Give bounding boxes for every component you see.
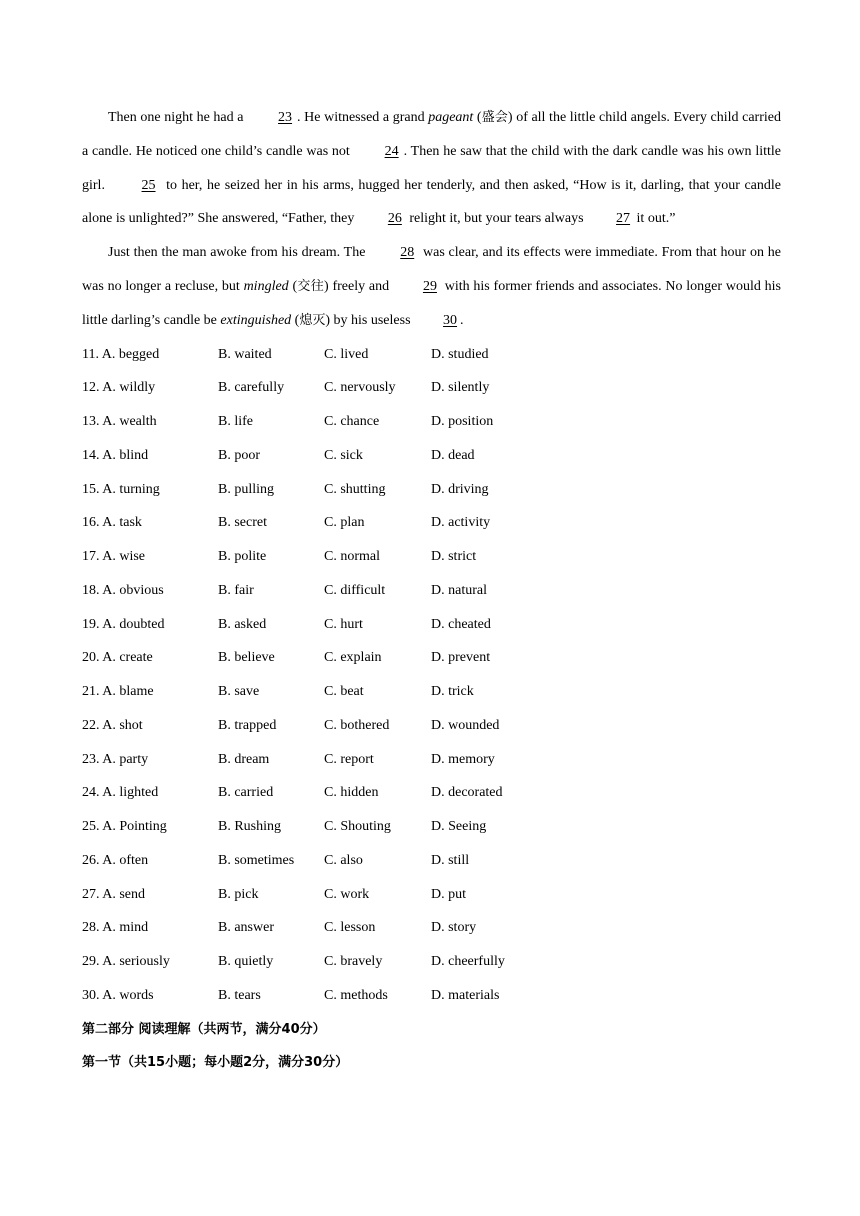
blank-23: 23 — [278, 110, 293, 125]
option-d: D. position — [431, 414, 494, 430]
option-b: B. polite — [218, 549, 267, 565]
option-d: D. silently — [431, 380, 490, 396]
passage-text: ) freely and — [324, 278, 393, 294]
option-d: D. still — [431, 852, 470, 868]
option-c: C. Shouting — [324, 819, 391, 835]
option-a: 30. A. words — [82, 987, 154, 1003]
passage-text: . — [460, 312, 464, 328]
option-row — [82, 945, 781, 979]
option-d: D. activity — [431, 515, 491, 531]
option-b: B. dream — [218, 751, 270, 767]
option-row — [82, 574, 781, 608]
option-a: 28. A. mind — [82, 920, 149, 936]
part2-heading: 第二部分 阅读理解（共两节，满分40分） — [82, 1021, 326, 1037]
chinese-gloss: 交往 — [297, 278, 325, 294]
passage-text: ( — [291, 312, 300, 328]
option-c: C. shutting — [324, 481, 386, 497]
blank-30: 30 — [443, 312, 458, 328]
option-row — [82, 878, 781, 912]
option-c: C. bothered — [324, 717, 390, 733]
option-a: 12. A. wildly — [82, 380, 156, 396]
option-a: 29. A. seriously — [82, 954, 170, 970]
section1-heading: 第一节（共15小题；每小题2分，满分30分） — [82, 1055, 349, 1071]
option-b: B. save — [218, 684, 260, 700]
option-b: B. pick — [218, 886, 259, 902]
italic-term: pageant — [428, 110, 474, 125]
option-row — [82, 540, 781, 574]
option-a: 27. A. send — [82, 886, 145, 902]
option-d: D. cheerfully — [431, 954, 505, 970]
option-a: 20. A. create — [82, 650, 153, 666]
option-a: 25. A. Pointing — [82, 819, 167, 835]
option-b: B. Rushing — [218, 819, 282, 835]
option-c: C. normal — [324, 549, 380, 565]
option-b: B. carried — [218, 785, 274, 801]
option-d: D. memory — [431, 751, 495, 767]
passage-text: . Then he saw that the child with the dark candle was his own little girl. — [82, 143, 782, 193]
passage-text: ( — [288, 278, 298, 294]
option-a: 24. A. lighted — [82, 785, 159, 801]
option-a: 23. A. party — [82, 751, 149, 767]
passage-text: ) by his useless — [325, 312, 415, 328]
option-d: D. dead — [431, 447, 475, 463]
option-row — [82, 371, 781, 405]
option-row — [82, 439, 781, 473]
option-row — [82, 979, 781, 1013]
option-b: B. trapped — [218, 717, 277, 733]
option-a: 17. A. wise — [82, 549, 145, 565]
italic-term: extinguished — [220, 312, 292, 328]
option-b: B. waited — [218, 346, 272, 362]
passage-text: to her, he seized her in his arms, hugged her tenderly, and then asked, “How is it, darling, that your candle alone is unlighted?” She answered, “Father, they — [82, 177, 781, 227]
option-c: C. lived — [324, 346, 369, 362]
passage-text: with his former friends and associates. No longer would his little darling’s candle be — [82, 278, 781, 328]
option-a: 22. A. shot — [82, 717, 143, 733]
option-c: C. hurt — [324, 616, 363, 632]
options-list — [82, 338, 781, 1013]
blank-25: 25 — [141, 177, 156, 193]
option-c: C. hidden — [324, 785, 379, 801]
option-b: B. quietly — [218, 954, 274, 970]
passage-text: was clear, and its effects were immediate. From that hour on he was no longer a recluse, but — [82, 245, 781, 294]
option-c: C. sick — [324, 447, 363, 463]
chinese-gloss: 盛会 — [481, 110, 508, 125]
option-d: D. prevent — [431, 650, 491, 666]
option-a: 16. A. task — [82, 515, 142, 531]
option-d: D. wounded — [431, 717, 500, 733]
passage-text: Just then the man awoke from his dream. The — [108, 245, 370, 261]
option-c: C. beat — [324, 684, 364, 700]
passage-paragraph-2 — [82, 236, 781, 337]
blank-29: 29 — [422, 278, 437, 294]
option-a: 13. A. wealth — [82, 414, 157, 430]
option-b: B. pulling — [218, 481, 275, 497]
option-a: 14. A. blind — [82, 447, 149, 463]
passage-text: relight it, but your tears always — [405, 211, 588, 227]
option-row — [82, 911, 781, 945]
option-c: C. plan — [324, 515, 365, 531]
option-row — [82, 844, 781, 878]
option-b: B. carefully — [218, 380, 285, 396]
option-c: C. methods — [324, 987, 388, 1003]
option-a: 21. A. blame — [82, 684, 154, 700]
option-b: B. poor — [218, 447, 260, 463]
option-row — [82, 810, 781, 844]
option-a: 11. A. begged — [82, 346, 160, 362]
option-b: B. sometimes — [218, 852, 295, 868]
option-row — [82, 506, 781, 540]
option-b: B. fair — [218, 582, 254, 598]
option-b: B. tears — [218, 987, 261, 1003]
passage-text: . He witnessed a grand — [297, 110, 429, 125]
option-a: 26. A. often — [82, 852, 149, 868]
option-row — [82, 776, 781, 810]
option-row — [82, 473, 781, 507]
option-row — [82, 641, 781, 675]
option-d: D. strict — [431, 549, 477, 565]
option-b: B. asked — [218, 616, 267, 632]
option-a: 18. A. obvious — [82, 582, 164, 598]
option-d: D. story — [431, 920, 477, 936]
option-row — [82, 405, 781, 439]
option-c: C. lesson — [324, 920, 376, 936]
option-d: D. cheated — [431, 616, 491, 632]
passage-paragraph-1 — [82, 101, 781, 236]
blank-27: 27 — [616, 211, 631, 227]
option-b: B. believe — [218, 650, 275, 666]
option-c: C. also — [324, 852, 363, 868]
option-d: D. trick — [431, 684, 474, 700]
passage-text: ) of all the little child angels. Every child carried a candle. He noticed one child’s candle was not — [82, 110, 781, 159]
option-d: D. Seeing — [431, 819, 487, 835]
option-c: C. work — [324, 886, 370, 902]
option-row — [82, 608, 781, 642]
option-c: C. chance — [324, 414, 380, 430]
option-d: D. studied — [431, 346, 489, 362]
option-c: C. explain — [324, 650, 382, 666]
option-b: B. life — [218, 414, 253, 430]
passage-text: it out.” — [633, 211, 676, 227]
option-b: B. answer — [218, 920, 274, 936]
blank-26: 26 — [387, 211, 402, 227]
option-c: C. difficult — [324, 582, 386, 598]
option-row — [82, 338, 781, 372]
passage-text: Then one night he had a — [108, 110, 248, 125]
option-row — [82, 709, 781, 743]
italic-term: mingled — [243, 278, 289, 294]
option-d: D. put — [431, 886, 466, 902]
option-d: D. decorated — [431, 785, 503, 801]
option-d: D. natural — [431, 582, 487, 598]
option-c: C. nervously — [324, 380, 396, 396]
option-c: C. bravely — [324, 954, 383, 970]
option-c: C. report — [324, 751, 374, 767]
option-b: B. secret — [218, 515, 267, 531]
exam-page — [82, 101, 781, 1080]
option-a: 15. A. turning — [82, 481, 160, 497]
chinese-gloss: 熄灭 — [299, 312, 326, 328]
option-row — [82, 743, 781, 777]
blank-28: 28 — [400, 245, 415, 261]
blank-24: 24 — [384, 143, 399, 159]
passage-text: ( — [473, 110, 482, 125]
option-a: 19. A. doubted — [82, 616, 165, 632]
option-d: D. driving — [431, 481, 489, 497]
option-d: D. materials — [431, 987, 500, 1003]
option-row — [82, 675, 781, 709]
